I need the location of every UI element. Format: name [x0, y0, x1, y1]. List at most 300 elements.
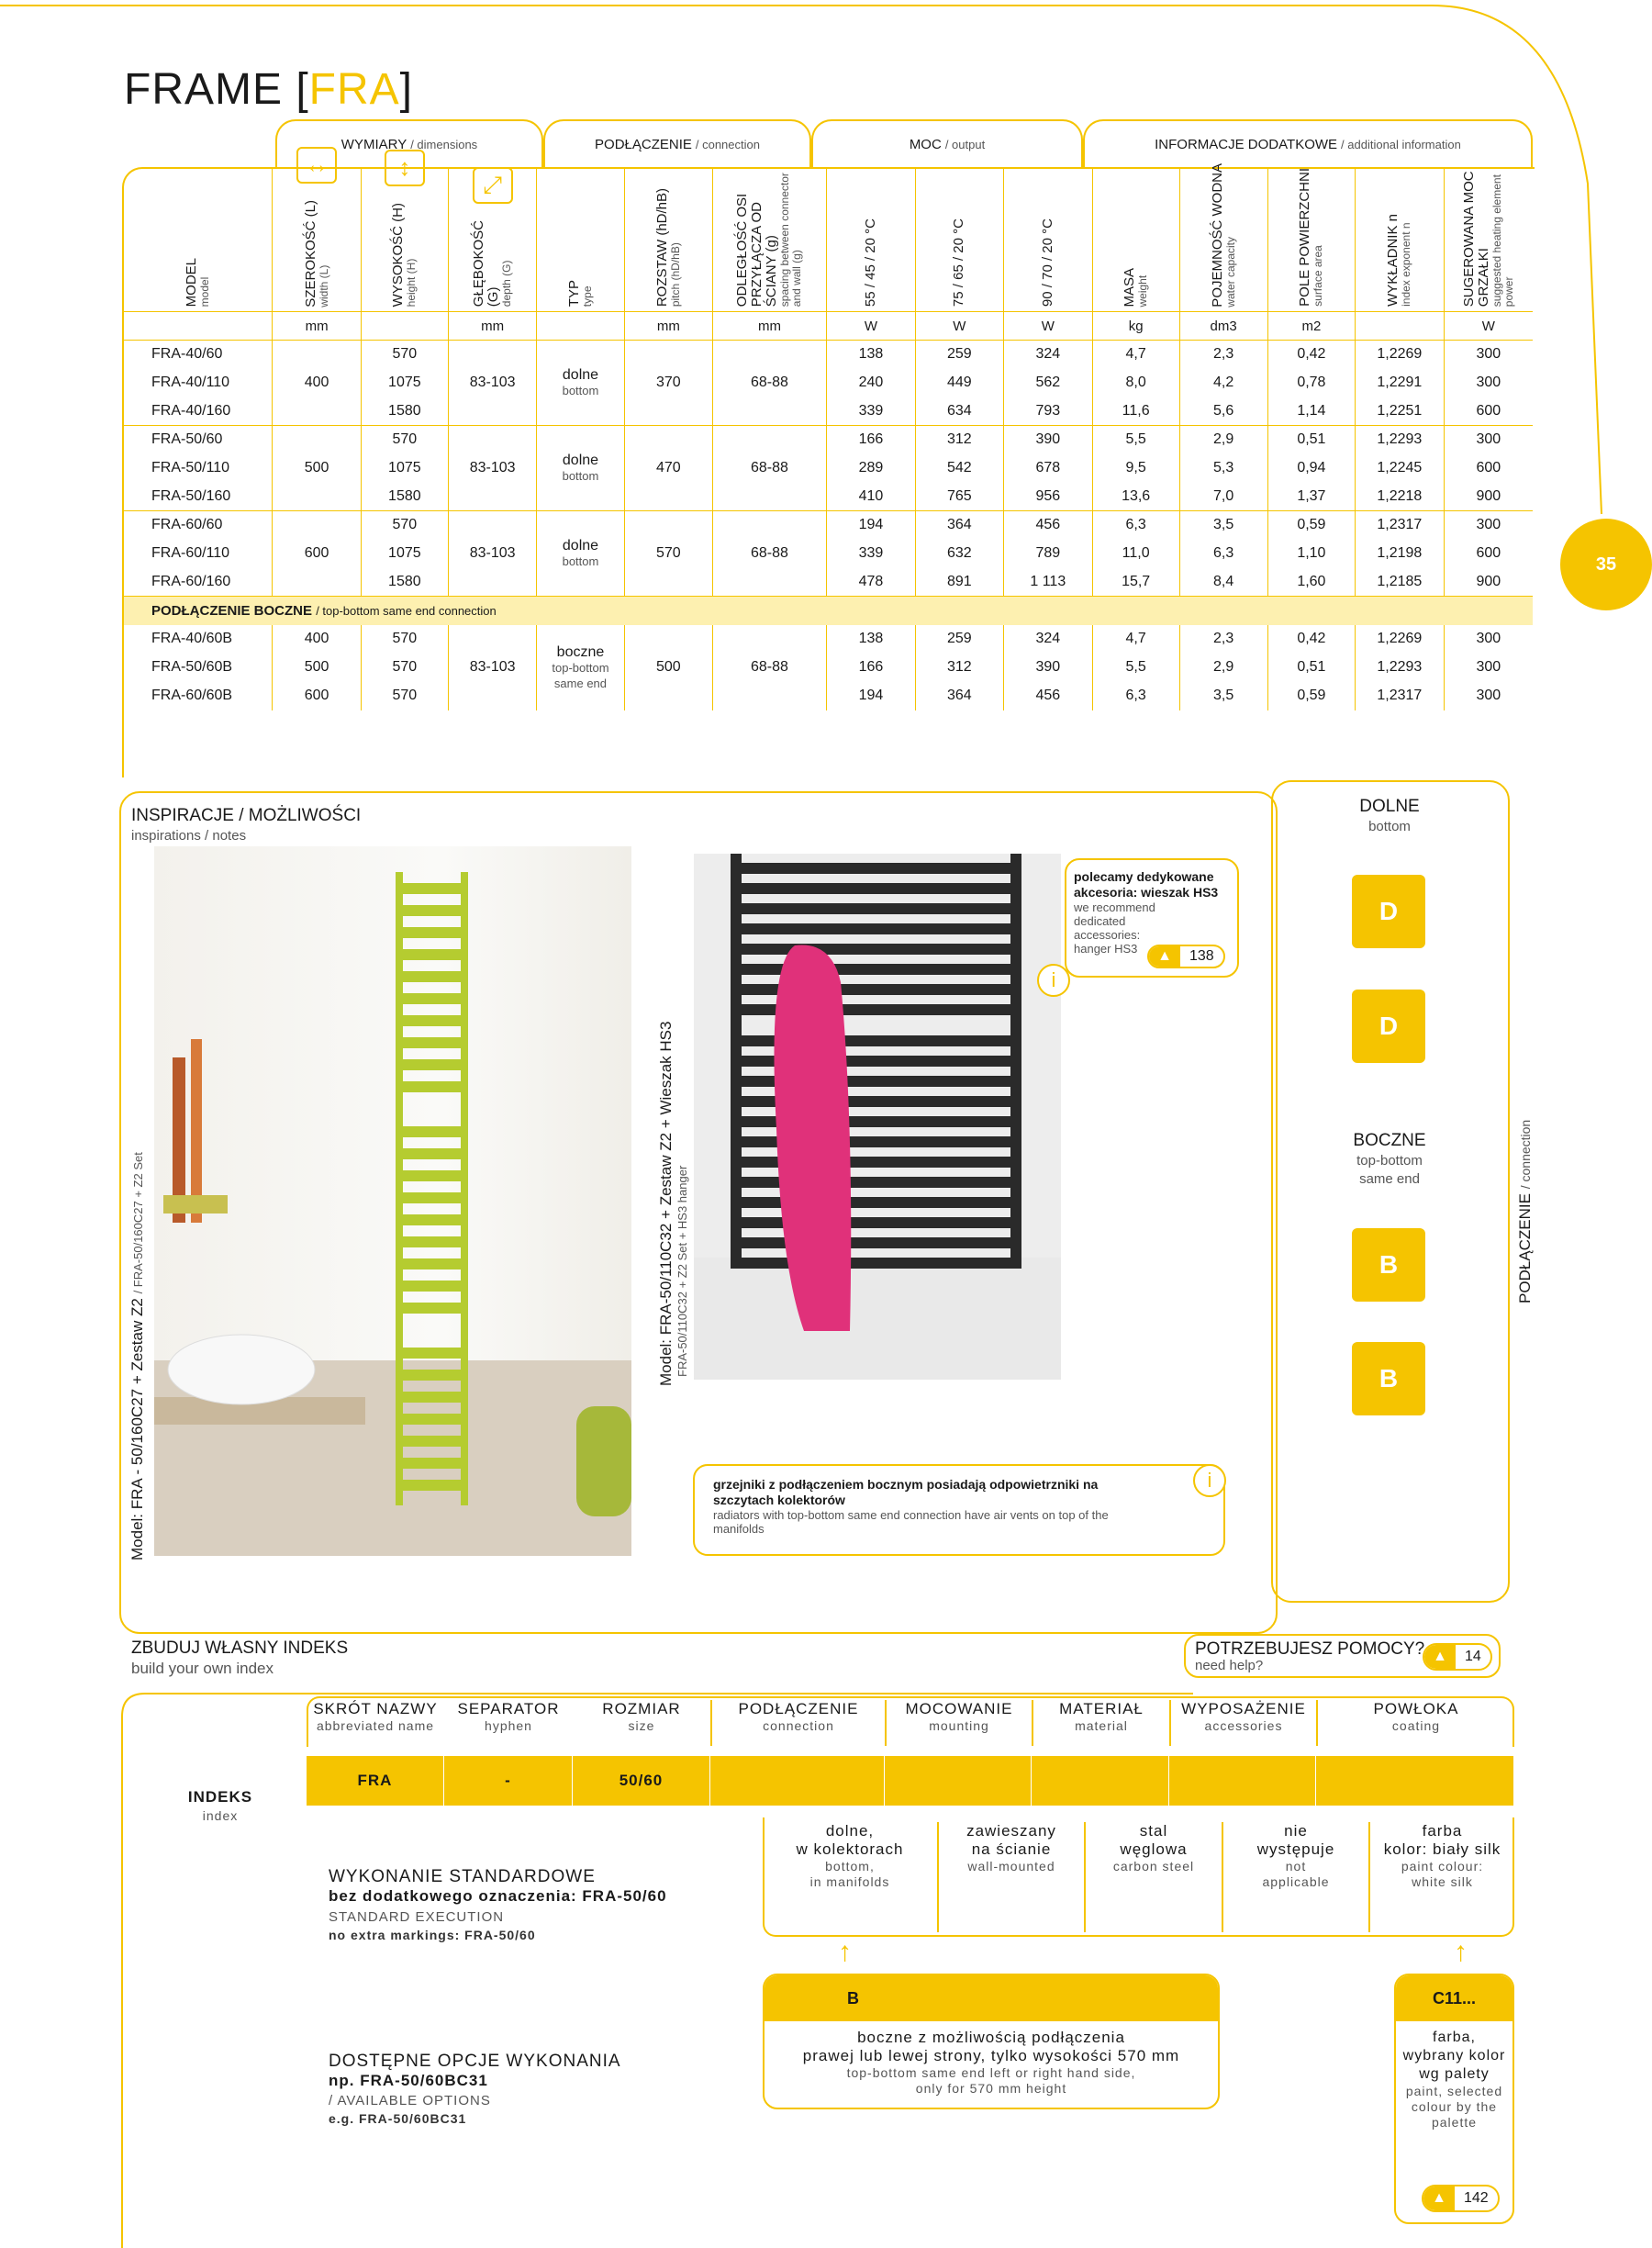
p90-cell: 390 [1003, 654, 1092, 682]
radiator-bar [396, 1081, 468, 1092]
header-cell: 90 / 70 / 20 °C [1003, 167, 1092, 312]
p75-cell: 259 [915, 341, 1003, 369]
water-cell: 7,0 [1179, 483, 1267, 511]
p90-cell: 390 [1003, 426, 1092, 454]
standard-option: farba kolor: biały silk paint colour: white silk [1368, 1822, 1514, 1932]
index-value-cell [1169, 1756, 1316, 1806]
spacing-cell: 68-88 [712, 625, 826, 710]
type-cell: dolne bottom [537, 426, 625, 511]
width-cell: 500 [273, 426, 361, 511]
p55-cell: 166 [826, 654, 915, 682]
note-hs3-page-link[interactable]: ▲ 138 [1147, 945, 1225, 968]
radiator-bar [396, 1480, 468, 1491]
header-cell: WYKŁADNIK n index exponent n [1356, 167, 1445, 312]
mass-cell: 11,6 [1092, 397, 1179, 426]
p90-cell: 456 [1003, 682, 1092, 710]
header-cell: ODLEGŁOŚĆ OSI PRZYŁĄCZA OD ŚCIANY (g) spacing between connector and wall (g) [712, 167, 826, 312]
p55-cell: 138 [826, 341, 915, 369]
spacing-cell: 68-88 [712, 426, 826, 511]
radiator-bar [396, 1392, 468, 1403]
area-cell: 1,37 [1267, 483, 1355, 511]
pitch-cell: 500 [624, 625, 712, 710]
header-cell: 75 / 65 / 20 °C [915, 167, 1003, 312]
radiator-bar [731, 1035, 1021, 1046]
spacing-cell: 68-88 [712, 511, 826, 597]
p75-cell: 634 [915, 397, 1003, 426]
model-cell: FRA-60/60 [124, 511, 273, 540]
note-hs3-en: we recommend dedicated accessories: hanger HS3 [1074, 900, 1155, 956]
radiator-bar [396, 949, 468, 960]
radiator-bar [731, 1076, 1021, 1087]
p75-cell: 632 [915, 540, 1003, 568]
radiator-bar [731, 1136, 1021, 1147]
page-title: FRAME [FRA] [124, 65, 414, 114]
help-title: POTRZEBUJESZ POMOCY? [1195, 1639, 1425, 1659]
index-column-header: ROZMIAR size [602, 1700, 681, 1733]
table-row [124, 426, 1533, 454]
area-cell: 0,51 [1267, 654, 1355, 682]
green-radiator-illustration [154, 846, 631, 1556]
n-cell: 1,2293 [1356, 654, 1445, 682]
p90-cell: 956 [1003, 483, 1092, 511]
note-air-vents-pl: grzejniki z podłączeniem bocznym posiadają odpowietrzniki na szczytach kolektorów [713, 1477, 1099, 1507]
model-cell: FRA-60/160 [124, 568, 273, 597]
radiator-bar [396, 1458, 468, 1469]
index-value-cell: FRA [307, 1756, 444, 1806]
index-label-en: index [202, 1808, 239, 1823]
height-cell: 1580 [361, 483, 448, 511]
p90-cell: 456 [1003, 511, 1092, 540]
p75-cell: 891 [915, 568, 1003, 597]
connection-bottom-d1: D [1352, 875, 1425, 948]
arrow-up-icon: ↑ [838, 1937, 852, 1967]
height-cell: 1075 [361, 540, 448, 568]
radiator-bar [396, 1037, 468, 1048]
unit-cell: m2 [1267, 312, 1355, 341]
info-icon: i [1037, 964, 1070, 997]
mass-cell: 13,6 [1092, 483, 1179, 511]
radiator-bar [396, 883, 468, 894]
inspiration-subtitle: inspirations / notes [131, 828, 247, 844]
table-row [124, 625, 1533, 654]
radiator-bar [396, 1436, 468, 1447]
height-cell: 570 [361, 625, 448, 654]
height-cell: 1580 [361, 397, 448, 426]
standard-en1: STANDARD EXECUTION [329, 1909, 505, 1925]
header-cell: POLE POWIERZCHNI surface area [1267, 167, 1355, 312]
p55-cell: 478 [826, 568, 915, 597]
option-b-card [763, 1974, 1220, 2109]
radiator-bar [731, 883, 1021, 894]
height-cell: 570 [361, 511, 448, 540]
p75-cell: 364 [915, 511, 1003, 540]
model-cell: FRA-50/60 [124, 426, 273, 454]
index-value-bar [307, 1756, 1514, 1806]
radiator-bar [396, 1214, 468, 1225]
water-cell: 3,5 [1179, 511, 1267, 540]
page-number: 35 [1560, 519, 1652, 610]
p55-cell: 194 [826, 682, 915, 710]
radiator-bar [731, 863, 1021, 874]
water-cell: 5,3 [1179, 454, 1267, 483]
option-c-page-link[interactable]: ▲ 142 [1422, 2185, 1500, 2212]
group-info: INFORMACJE DODATKOWE / additional information [1083, 119, 1533, 167]
water-cell: 8,4 [1179, 568, 1267, 597]
pitch-cell: 570 [624, 511, 712, 597]
heat-cell: 600 [1444, 397, 1533, 426]
radiator-bar [396, 1059, 468, 1070]
mass-cell: 8,0 [1092, 369, 1179, 397]
mass-cell: 6,3 [1092, 682, 1179, 710]
connection-side-b2: B [1352, 1342, 1425, 1415]
model-cell: FRA-40/60B [124, 625, 273, 654]
photo-green-radiator [154, 846, 631, 1556]
photo2-caption-en: FRA-50/110C32 + Z2 Set + HS3 hanger [675, 1165, 689, 1377]
index-value-cell [1032, 1756, 1169, 1806]
n-cell: 1,2293 [1356, 426, 1445, 454]
n-cell: 1,2185 [1356, 568, 1445, 597]
header-cell: POJEMNOŚĆ WODNA water capacity [1179, 167, 1267, 312]
radiator-bar [396, 1236, 468, 1247]
mass-cell: 4,7 [1092, 341, 1179, 369]
arrow-up-icon-2: ↑ [1454, 1937, 1468, 1967]
index-value-cell: 50/60 [573, 1756, 710, 1806]
index-column-header: POWŁOKA coating [1316, 1700, 1514, 1746]
connection-bottom-d2: D [1352, 990, 1425, 1063]
unit-cell: mm [273, 312, 361, 341]
available-en1: / AVAILABLE OPTIONS [329, 2093, 491, 2108]
water-cell: 2,9 [1179, 426, 1267, 454]
dimension-icon: ↕ [385, 150, 425, 186]
radiator-bar [396, 1414, 468, 1425]
available-title: DOSTĘPNE OPCJE WYKONANIA [329, 2052, 621, 2071]
header-cell: ↔ SZEROKOŚĆ (L) width (L) [273, 167, 361, 312]
heat-cell: 600 [1476, 460, 1501, 476]
unit-cell: kg [1092, 312, 1179, 341]
book-icon: ▲ [1424, 1643, 1456, 1671]
p55-cell: 194 [826, 511, 915, 540]
index-column-header: MATERIAŁ material [1032, 1700, 1169, 1746]
depth-cell: 83-103 [448, 511, 536, 597]
note-air-vents-en: radiators with top-bottom same end connection have air vents on top of the manifolds [713, 1508, 1109, 1536]
n-cell: 1,2317 [1356, 511, 1445, 540]
p55-cell: 240 [826, 369, 915, 397]
connection-side-b1: B [1352, 1228, 1425, 1302]
heat-cell: 900 [1444, 483, 1533, 511]
radiator-bar [731, 923, 1021, 934]
radiator-bar [731, 944, 1021, 955]
height-cell: 1075 [361, 369, 448, 397]
mass-cell: 15,7 [1092, 568, 1179, 597]
header-cell: ⤢ GŁĘBOKOŚĆ (G) depth (G) [448, 167, 536, 312]
unit-cell: mm [448, 312, 536, 341]
p75-cell: 259 [915, 625, 1003, 654]
radiator-bar [396, 927, 468, 938]
connection-vertical-label: PODŁĄCZENIE / connection [1516, 1119, 1534, 1303]
radiator-bar [396, 1303, 468, 1314]
standard-option: nie występuje not applicable [1222, 1822, 1368, 1932]
index-value-cell: - [444, 1756, 573, 1806]
info-icon-2: i [1193, 1464, 1226, 1497]
option-b-desc: boczne z możliwością podłączenia prawej lub lewej strony, tylko wysokości 570 mm top-bottom same end left or right hand side, only for 570 mm height [802, 2029, 1180, 2096]
inspiration-title: INSPIRACJE / MOŻLIWOŚCI [131, 806, 362, 825]
header-cell: TYP type [537, 167, 625, 312]
header-cell: ↕ WYSOKOŚĆ (H) height (H) [361, 167, 448, 312]
unit-cell [361, 312, 448, 341]
unit-cell [124, 312, 273, 341]
option-c-card [1394, 1974, 1514, 2224]
n-cell: 1,2291 [1356, 369, 1445, 397]
header-cell: MODEL model [124, 167, 273, 312]
p75-cell: 312 [915, 654, 1003, 682]
radiator-bar [396, 993, 468, 1004]
n-cell: 1,2269 [1356, 625, 1445, 654]
model-cell: FRA-60/110 [124, 540, 273, 568]
p90-cell: 324 [1003, 625, 1092, 654]
standard-option: dolne, w kolektorach bottom, in manifolds [796, 1822, 904, 1889]
unit-cell: W [1003, 312, 1092, 341]
index-value-cell [885, 1756, 1032, 1806]
radiator-bar [731, 1177, 1021, 1188]
p90-cell: 562 [1003, 369, 1092, 397]
standard-title: WYKONANIE STANDARDOWE [329, 1867, 596, 1886]
area-cell: 0,78 [1267, 369, 1355, 397]
index-column-header: SKRÓT NAZWY abbreviated name [313, 1700, 438, 1733]
unit-cell: dm3 [1179, 312, 1267, 341]
radiator-bar [731, 1157, 1021, 1168]
unit-cell: W [915, 312, 1003, 341]
heat-cell: 300 [1476, 346, 1501, 363]
photo1-caption: Model: FRA - 50/160C27 + Zestaw Z2 / FRA-50/160C27 + Z2 Set [128, 1152, 146, 1560]
book-icon: ▲ [1423, 2185, 1455, 2212]
group-output: MOC / output [811, 119, 1083, 167]
table-row [124, 654, 1533, 682]
radiator-bar [731, 964, 1021, 975]
p90-cell: 793 [1003, 397, 1092, 426]
water-cell: 2,9 [1179, 654, 1267, 682]
index-value-cell [1316, 1756, 1514, 1806]
height-cell: 570 [361, 682, 448, 710]
table-row [124, 341, 1533, 369]
note-hs3-pl: polecamy dedykowane akcesoria: wieszak HS3 [1074, 869, 1219, 900]
table-row [124, 511, 1533, 540]
heat-cell: 300 [1476, 631, 1501, 647]
water-cell: 4,2 [1179, 369, 1267, 397]
area-cell: 1,14 [1267, 397, 1355, 426]
area-cell: 0,42 [1267, 625, 1355, 654]
radiator-bar [396, 1281, 468, 1292]
height-cell: 570 [361, 426, 448, 454]
model-cell: FRA-50/110 [124, 454, 273, 483]
water-cell: 2,3 [1179, 625, 1267, 654]
heat-cell: 300 [1476, 517, 1501, 533]
unit-cell: mm [712, 312, 826, 341]
p75-cell: 542 [915, 454, 1003, 483]
water-cell: 6,3 [1179, 540, 1267, 568]
header-cell: ROZSTAW (hD/hB) pitch (hD/hB) [624, 167, 712, 312]
radiator-bar [396, 1192, 468, 1203]
standard-option: zawieszany na ścianie wall-mounted [937, 1822, 1084, 1932]
black-radiator-illustration [694, 854, 1061, 1380]
radiator-bar [396, 1015, 468, 1026]
header-cell: SUGEROWANA MOC GRZAŁKI suggested heating element power [1460, 171, 1515, 308]
model-cell: FRA-40/110 [124, 369, 273, 397]
photo-black-radiator [694, 854, 1061, 1380]
area-cell: 1,10 [1267, 540, 1355, 568]
header-cell: MASA weight [1092, 167, 1179, 312]
standard-en2: no extra markings: FRA-50/60 [329, 1928, 536, 1942]
width-cell: 400 [273, 341, 361, 426]
radiator-bar [396, 1126, 468, 1137]
index-value-cell [710, 1756, 885, 1806]
area-cell: 0,59 [1267, 682, 1355, 710]
radiator-bar [731, 903, 1021, 914]
index-subtitle: build your own index [131, 1660, 273, 1677]
index-column-headers [307, 1700, 1514, 1746]
available-bold: np. FRA-50/60BC31 [329, 2072, 488, 2089]
dimension-icon: ↔ [296, 147, 337, 184]
p90-cell: 789 [1003, 540, 1092, 568]
height-cell: 1075 [361, 454, 448, 483]
heat-cell: 900 [1444, 568, 1533, 597]
index-title: ZBUDUJ WŁASNY INDEKS [131, 1638, 349, 1658]
p75-cell: 449 [915, 369, 1003, 397]
help-box[interactable] [1184, 1634, 1501, 1678]
width-cell: 400 [273, 625, 361, 654]
heat-cell: 300 [1476, 431, 1501, 448]
heat-cell: 300 [1476, 688, 1501, 704]
p75-cell: 765 [915, 483, 1003, 511]
n-cell: 1,2198 [1356, 540, 1445, 568]
note-hs3 [1065, 858, 1239, 978]
height-cell: 570 [361, 654, 448, 682]
height-cell: 1580 [361, 568, 448, 597]
available-en2: e.g. FRA-50/60BC31 [329, 2111, 467, 2126]
p90-cell: 1 113 [1003, 568, 1092, 597]
side-subtitle-2: same end [1359, 1171, 1420, 1187]
mass-cell: 4,7 [1092, 625, 1179, 654]
index-column-header: PODŁĄCZENIE connection [710, 1700, 885, 1746]
bottom-subtitle: bottom [1368, 819, 1411, 834]
unit-cell: mm [624, 312, 712, 341]
mass-cell: 5,5 [1092, 654, 1179, 682]
radiator-bar [731, 1197, 1021, 1208]
option-c-code: C11... [1396, 1975, 1512, 2021]
depth-cell: 83-103 [448, 625, 536, 710]
radiator-bar [731, 984, 1021, 995]
radiator-bar [731, 1237, 1021, 1248]
table-row [124, 682, 1533, 710]
radiator-bar [396, 1148, 468, 1159]
unit-cell [1356, 312, 1445, 341]
unit-cell [537, 312, 625, 341]
width-cell: 600 [273, 682, 361, 710]
p75-cell: 364 [915, 682, 1003, 710]
radiator-bar [731, 1116, 1021, 1127]
book-icon: ▲ [1149, 945, 1180, 968]
n-cell: 1,2245 [1356, 454, 1445, 483]
side-subtitle-1: top-bottom [1356, 1153, 1423, 1169]
area-cell: 1,60 [1267, 568, 1355, 597]
option-b-code: B [765, 1975, 1218, 2021]
p55-cell: 339 [826, 397, 915, 426]
index-column-header: SEPARATOR hyphen [457, 1700, 560, 1733]
model-cell: FRA-40/60 [124, 341, 273, 369]
side-connection-header: PODŁĄCZENIE BOCZNE / top-bottom same end connection [124, 597, 1533, 625]
area-cell: 0,59 [1267, 511, 1355, 540]
water-cell: 3,5 [1179, 682, 1267, 710]
radiator-bar [731, 1096, 1021, 1107]
radiator-bar [731, 1258, 1021, 1269]
p55-cell: 410 [826, 483, 915, 511]
depth-cell: 83-103 [448, 341, 536, 426]
option-c-desc: farba, wybrany kolor wg palety paint, selected colour by the palette [1402, 2030, 1506, 2130]
p90-cell: 678 [1003, 454, 1092, 483]
heat-cell: 300 [1476, 375, 1501, 391]
heat-cell: 600 [1476, 545, 1501, 562]
unit-cell: W [826, 312, 915, 341]
radiator-bar [396, 1370, 468, 1381]
standard-options [763, 1822, 1514, 1932]
p90-cell: 324 [1003, 341, 1092, 369]
model-cell: FRA-60/60B [124, 682, 273, 710]
group-dimensions: WYMIARY / dimensions [275, 119, 543, 167]
type-cell: dolne bottom [537, 341, 625, 426]
pitch-cell: 370 [624, 341, 712, 426]
model-cell: FRA-40/160 [124, 397, 273, 426]
group-connection: PODŁĄCZENIE / connection [543, 119, 811, 167]
side-title: BOCZNE [1353, 1131, 1426, 1150]
radiator-bar [396, 1170, 468, 1181]
index-column-header: WYPOSAŻENIE accessories [1169, 1700, 1316, 1746]
area-cell: 0,42 [1267, 341, 1355, 369]
n-cell: 1,2251 [1356, 397, 1445, 426]
p55-cell: 166 [826, 426, 915, 454]
depth-cell: 83-103 [448, 426, 536, 511]
bottom-title: DOLNE [1359, 797, 1420, 816]
n-cell: 1,2269 [1356, 341, 1445, 369]
spacing-cell: 68-88 [712, 341, 826, 426]
side-connection-row [124, 597, 1533, 625]
mass-cell: 5,5 [1092, 426, 1179, 454]
radiator-bar [396, 1258, 468, 1269]
spec-table [124, 151, 1533, 710]
dimension-icon: ⤢ [473, 167, 513, 204]
standard-option: stal węglowa carbon steel [1084, 1822, 1222, 1932]
help-page-link[interactable]: ▲ 14 [1423, 1643, 1492, 1671]
standard-bold: bez dodatkowego oznaczenia: FRA-50/60 [329, 1887, 667, 1905]
radiator-bar [396, 971, 468, 982]
height-cell: 570 [361, 341, 448, 369]
radiator-bar [396, 905, 468, 916]
p75-cell: 312 [915, 426, 1003, 454]
width-cell: 600 [273, 511, 361, 597]
n-cell: 1,2317 [1356, 682, 1445, 710]
water-cell: 5,6 [1179, 397, 1267, 426]
note-air-vents [693, 1464, 1225, 1556]
header-cell: 55 / 45 / 20 °C [826, 167, 915, 312]
help-subtitle: need help? [1195, 1658, 1264, 1673]
n-cell: 1,2218 [1356, 483, 1445, 511]
radiator-bar [731, 1004, 1021, 1015]
radiator-bar [731, 1217, 1021, 1228]
width-cell: 500 [273, 654, 361, 682]
index-label: INDEKS [187, 1788, 253, 1806]
model-cell: FRA-50/160 [124, 483, 273, 511]
heat-cell: 300 [1476, 659, 1501, 676]
type-cell: dolne bottom [537, 511, 625, 597]
p55-cell: 138 [826, 625, 915, 654]
